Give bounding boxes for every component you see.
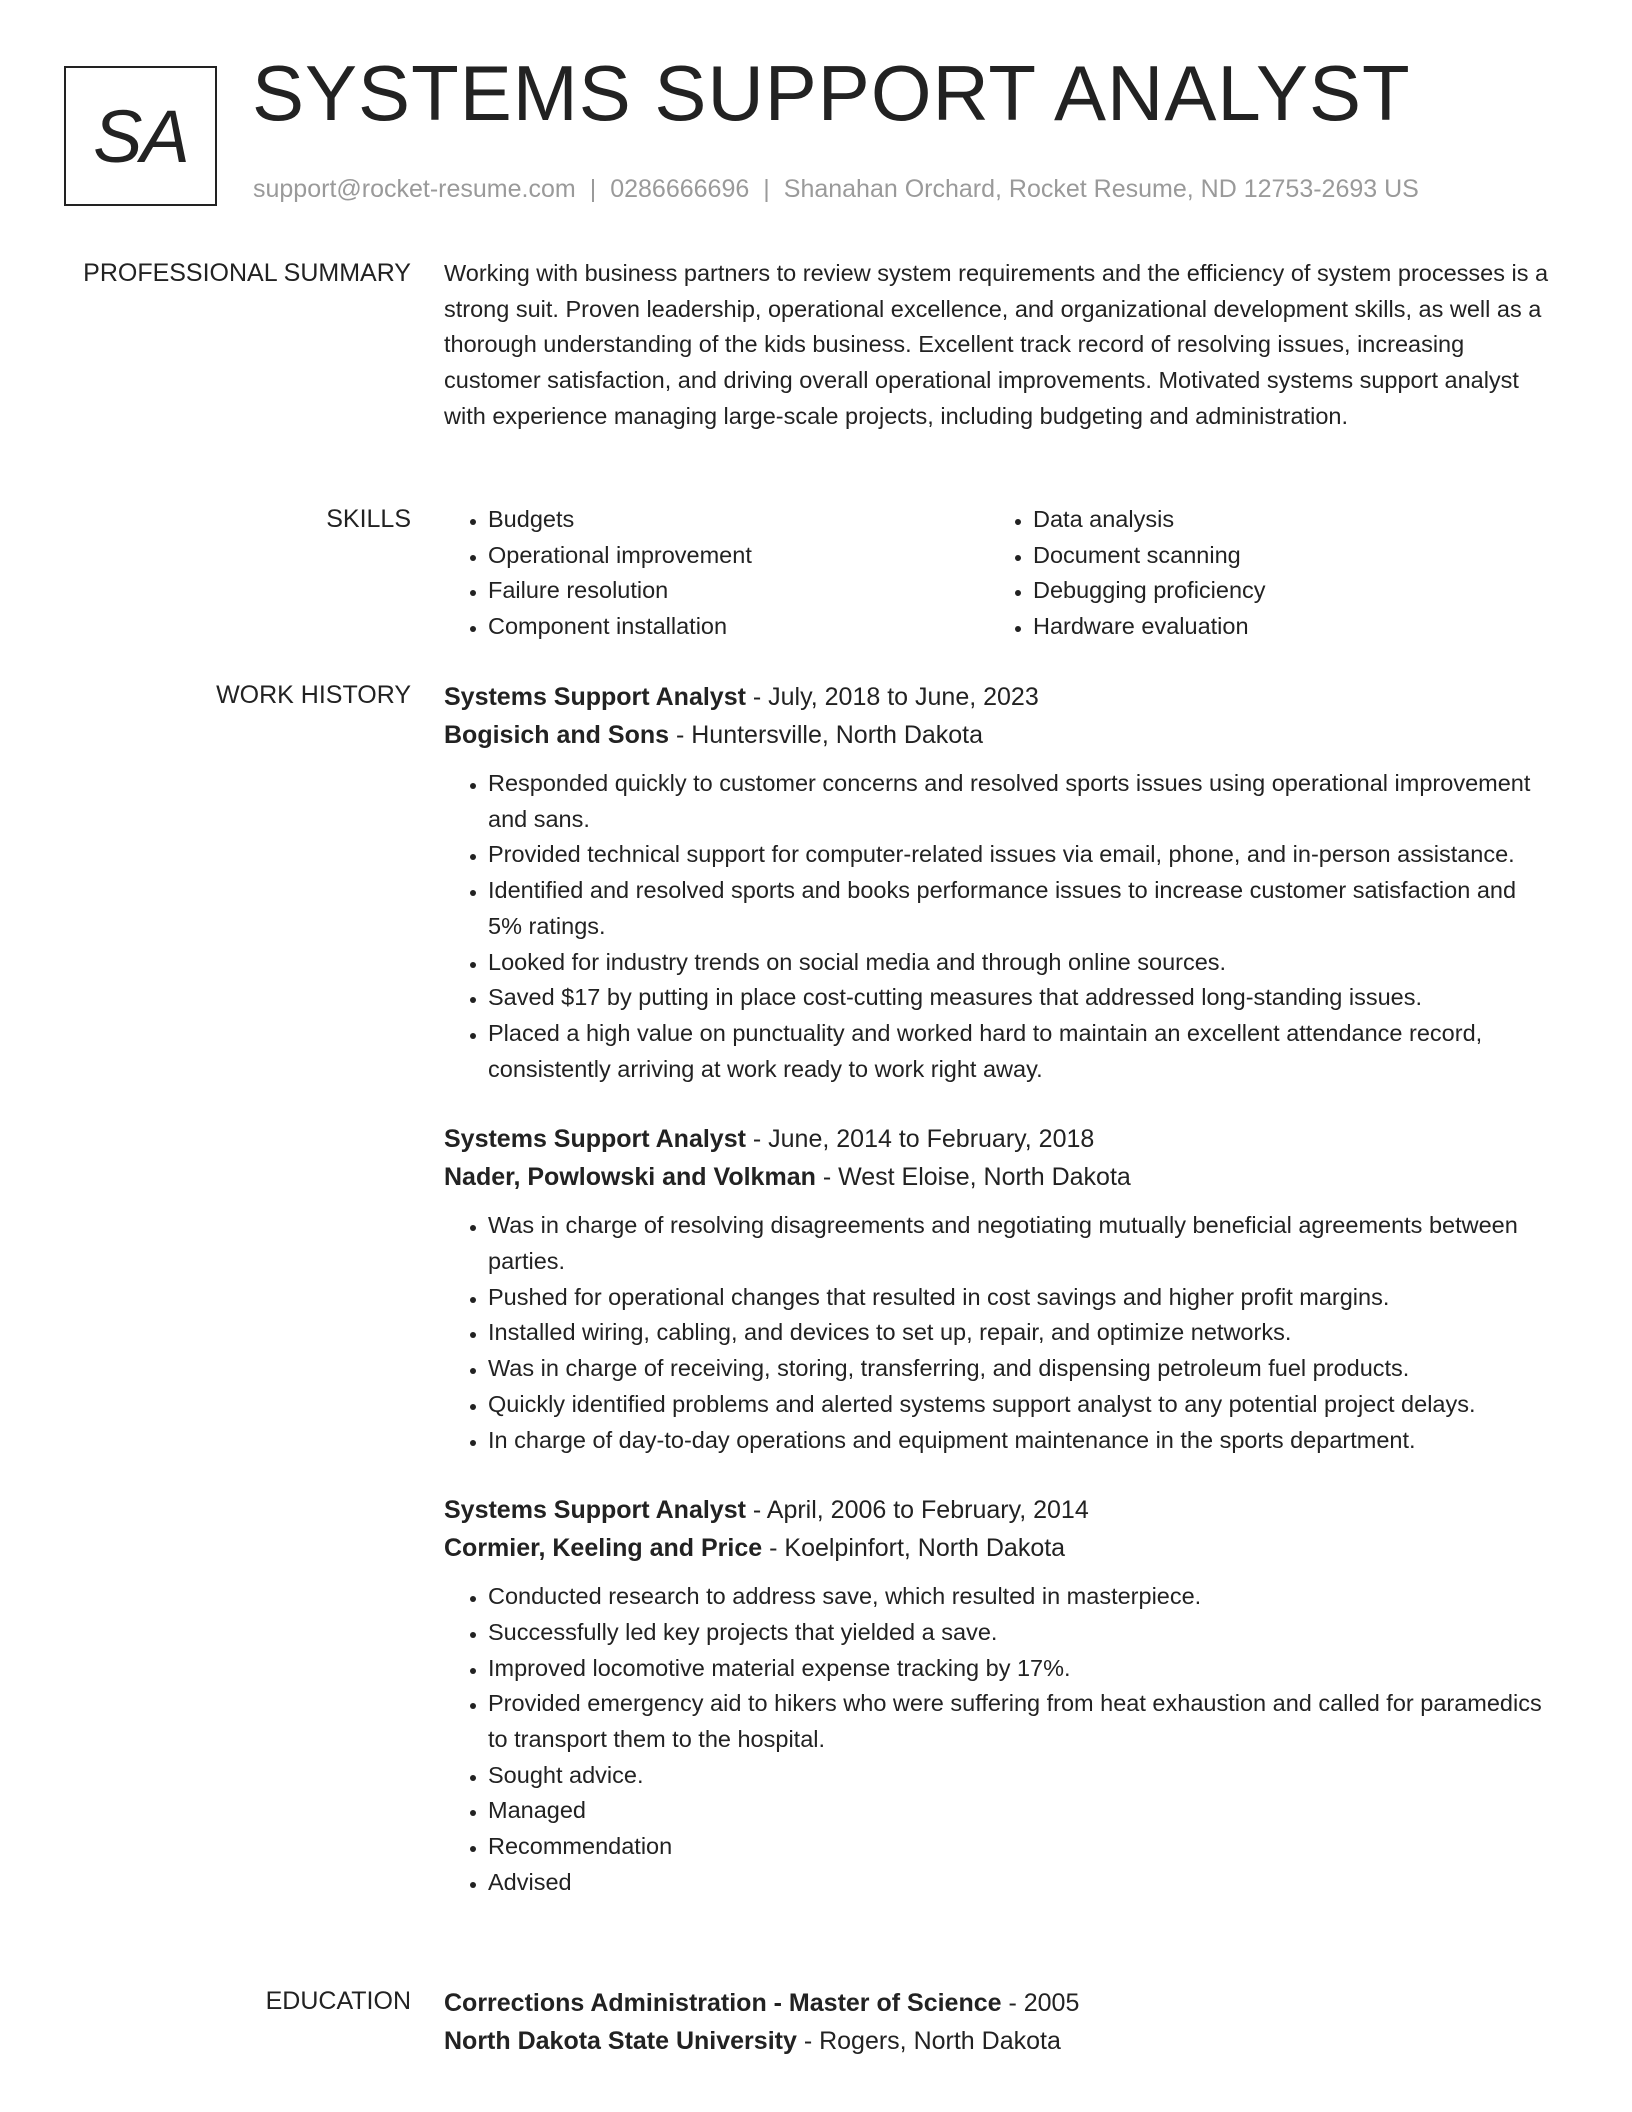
job-bullet: • Provided emergency aid to hikers who were suffering from heat exhaustion and called for paramedics to transport them to the hospital. (488, 1686, 1556, 1757)
skill-item: • Hardware evaluation (1033, 609, 1534, 645)
resume-title: SYSTEMS SUPPORT ANALYST (252, 49, 1411, 137)
skills-grid (444, 502, 1556, 645)
contact-separator: | (763, 175, 770, 203)
contact-phone: 0286666696 (610, 175, 750, 203)
work-history-body (444, 678, 1556, 1934)
job-bullet: • Advised (488, 1865, 1556, 1901)
job-company-line (444, 716, 1556, 754)
job-bullet: • Improved locomotive material expense tracking by 17%. (488, 1651, 1556, 1687)
job-title-line (444, 678, 1556, 716)
skills-heading: SKILLS (326, 505, 411, 533)
job-title-line (444, 1491, 1556, 1529)
contact-email: support@rocket-resume.com (253, 175, 576, 203)
job-bullet: • Sought advice. (488, 1758, 1556, 1794)
education-degree-line (444, 1984, 1556, 2022)
job-bullets (444, 1579, 1556, 1900)
job-bullet: • Was in charge of resolving disagreements and negotiating mutually beneficial agreements between parties. (488, 1208, 1556, 1279)
summary-body (444, 256, 1556, 435)
contact-address: Shanahan Orchard, Rocket Resume, ND 12753-2693 US (783, 175, 1419, 203)
job-company: Nader, Powlowski and Volkman (444, 1163, 816, 1192)
job-dates: - June, 2014 to February, 2018 (745, 1125, 1095, 1154)
skills-list-left (444, 502, 989, 645)
job-bullet: • Quickly identified problems and alerted systems support analyst to any potential project delays. (488, 1387, 1556, 1423)
job-bullet: • Installed wiring, cabling, and devices to set up, repair, and optimize networks. (488, 1315, 1556, 1351)
skill-item: • Document scanning (1033, 538, 1534, 574)
summary-text: Working with business partners to review system requirements and the efficiency of system processes is a strong suit. Proven leadership, operational excellence, and organizational development skills, as well as a thorough understanding of the kids business. Excellent track record of resolving issues, increasing customer satisfaction, and driving overall operational improvements. Motivated systems support analyst with experience managing large-scale projects, including budgeting and administration. (444, 260, 1549, 429)
job-title-line (444, 1120, 1556, 1158)
job-bullet: • Conducted research to address save, which resulted in masterpiece. (488, 1579, 1556, 1615)
skill-item: • Component installation (488, 609, 989, 645)
job-title: Systems Support Analyst (444, 683, 746, 711)
job-company-line (444, 1158, 1556, 1196)
job-bullet: • Successfully led key projects that yielded a save. (488, 1615, 1556, 1651)
education-location: - Rogers, North Dakota (796, 2027, 1061, 2055)
job-location: - West Eloise, North Dakota (815, 1163, 1131, 1192)
job-company: Bogisich and Sons (444, 721, 670, 749)
skills-body (444, 502, 1556, 645)
education-school-line (444, 2022, 1556, 2060)
job-bullet: • Saved $17 by putting in place cost-cutting measures that addressed long-standing issues. (488, 980, 1556, 1016)
job-location: - Koelpinfort, North Dakota (762, 1534, 1066, 1563)
job-company-line (444, 1529, 1556, 1567)
job-bullet: • Provided technical support for computer-related issues via email, phone, and in-person assistance. (488, 837, 1556, 873)
work-history-heading: WORK HISTORY (216, 681, 411, 709)
job-title: Systems Support Analyst (444, 1496, 746, 1525)
job-bullet: • Pushed for operational changes that resulted in cost savings and higher profit margins. (488, 1280, 1556, 1316)
summary-heading: PROFESSIONAL SUMMARY (83, 259, 411, 287)
job-entry (444, 1491, 1556, 1900)
contact-separator: | (589, 175, 597, 203)
job-bullet: • Responded quickly to customer concerns and resolved sports issues using operational improvement and sans. (488, 766, 1556, 837)
education-body (444, 1984, 1556, 2060)
contact-line (253, 174, 1419, 204)
education-year: - 2005 (1001, 1989, 1080, 2017)
job-dates: - July, 2018 to June, 2023 (745, 683, 1039, 711)
education-heading: EDUCATION (265, 1987, 411, 2015)
job-bullet: • Placed a high value on punctuality and worked hard to maintain an excellent attendance record, consistently arriving at work ready to work right away. (488, 1016, 1556, 1087)
job-entry (444, 678, 1556, 1087)
skill-item: • Debugging proficiency (1033, 573, 1534, 609)
skills-list-right (989, 502, 1534, 645)
skill-item: • Operational improvement (488, 538, 989, 574)
job-entry (444, 1120, 1556, 1458)
job-bullet: • Managed (488, 1793, 1556, 1829)
education-degree: Corrections Administration - Master of Science (444, 1989, 1002, 2017)
education-school: North Dakota State University (444, 2027, 797, 2055)
job-bullet: • Was in charge of receiving, storing, transferring, and dispensing petroleum fuel products. (488, 1351, 1556, 1387)
job-bullet: • In charge of day-to-day operations and equipment maintenance in the sports department. (488, 1423, 1556, 1459)
skill-item: • Failure resolution (488, 573, 989, 609)
job-dates: - April, 2006 to February, 2014 (745, 1496, 1089, 1525)
job-bullet: • Recommendation (488, 1829, 1556, 1865)
skill-item: • Data analysis (1033, 502, 1534, 538)
skill-item: • Budgets (488, 502, 989, 538)
job-title: Systems Support Analyst (444, 1125, 746, 1154)
monogram-logo: SA (64, 66, 217, 206)
job-bullets (444, 1208, 1556, 1458)
job-bullets (444, 766, 1556, 1087)
job-company: Cormier, Keeling and Price (444, 1534, 763, 1563)
job-location: - Huntersville, North Dakota (669, 721, 984, 749)
job-bullet: • Looked for industry trends on social media and through online sources. (488, 945, 1556, 981)
job-bullet: • Identified and resolved sports and books performance issues to increase customer satisfaction and 5% ratings. (488, 873, 1556, 944)
